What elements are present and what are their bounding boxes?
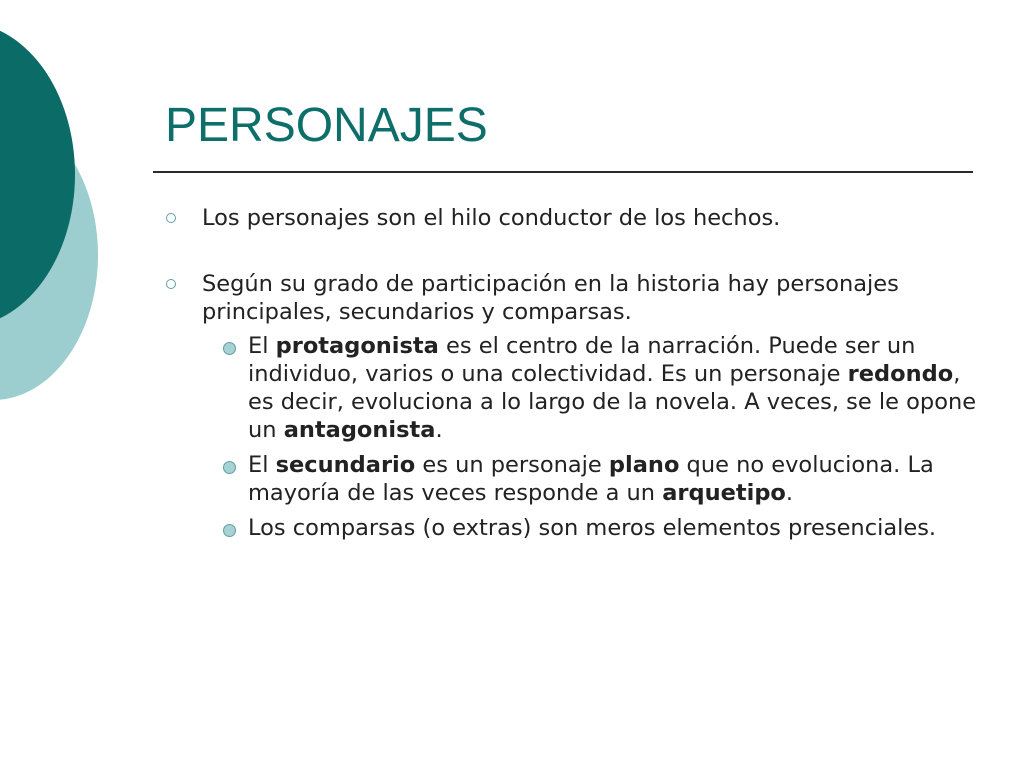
slide-title: PERSONAJES: [165, 99, 488, 152]
sub-bullet-text-part: .: [785, 480, 794, 506]
slide-body: [160, 204, 980, 549]
title-divider: [153, 171, 973, 173]
sub-bullet-point: [206, 451, 978, 507]
sub-bullet-text-part: El: [248, 333, 276, 359]
sub-bullet-text-part: .: [435, 417, 443, 443]
bold-term-redondo: redondo: [847, 361, 954, 387]
filled-circle-bullet-icon: [223, 461, 236, 474]
bullet-text: Los personajes son el hilo conductor de los hechos.: [202, 205, 781, 231]
bold-term-arquetipo: arquetipo: [662, 480, 786, 506]
hollow-circle-bullet-icon: [166, 279, 176, 289]
sub-bullet-text-part: es el centro de la narración. Puede ser un individuo, varios o una colectividad. Es un personaje: [248, 333, 916, 387]
sub-bullet-text-part: , es decir, evoluciona a lo largo de la novela. A veces, se le opone un: [248, 361, 977, 443]
sub-bullet-point: [206, 332, 978, 444]
bold-term-plano: plano: [608, 452, 680, 478]
bold-term-secundario: secundario: [275, 452, 416, 478]
sub-bullet-point: [206, 514, 978, 542]
filled-circle-bullet-icon: [223, 524, 236, 537]
sub-bullet-text-part: es un personaje: [415, 452, 609, 478]
sub-bullet-text-part: Los comparsas (o extras) son meros elementos presenciales.: [248, 515, 937, 541]
bullet-text: Según su grado de participación en la historia hay personajes principales, secundarios y comparsas.: [202, 271, 899, 325]
hollow-circle-bullet-icon: [166, 213, 176, 223]
sub-bullet-text-part: El: [248, 452, 276, 478]
sub-bullet-text-part: que no evoluciona. La mayoría de las veces responde a un: [248, 452, 934, 506]
bold-term-antagonista: antagonista: [283, 417, 436, 443]
sub-bullet-list: [206, 332, 980, 542]
bullet-point: [160, 270, 980, 542]
bullet-point: [160, 204, 980, 232]
filled-circle-bullet-icon: [223, 342, 236, 355]
bold-term-protagonista: protagonista: [275, 333, 439, 359]
